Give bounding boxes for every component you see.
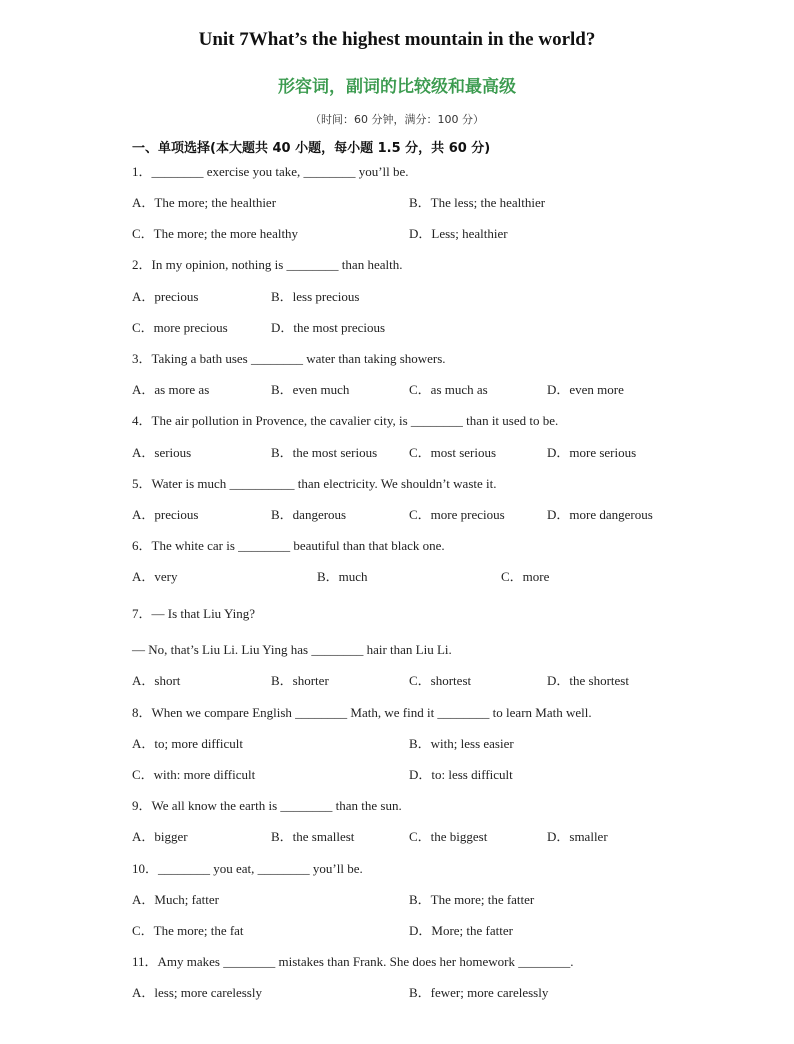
question-5-option-d: D．more dangerous [547,507,653,522]
question-5-option-c: C．more precious [409,507,505,522]
question-8-option-c: C．with: more difficult [132,767,256,782]
question-8-stem: 8．When we compare English ________ Math, we find it ________ to learn Math well. [132,705,592,720]
question-6-option-b: B．much [317,569,368,584]
question-2-option-c: C．more precious [132,320,228,335]
question-1-stem: 1．________ exercise you take, ________ you’ll be. [132,164,409,179]
page-title: Unit 7What’s the highest mountain in the world? [198,29,596,50]
section-heading: 一、单项选择(本大题共 40 小题，每小题 1.5 分，共 60 分) [132,141,491,156]
question-4-option-c: C．most serious [409,445,497,460]
question-5-stem: 5．Water is much __________ than electricity. We shouldn’t waste it. [132,476,497,491]
question-10-option-b: B．The more; the fatter [409,892,535,907]
question-2-option-a: A．precious [132,289,199,304]
question-8-option-a: A．to; more difficult [132,736,243,751]
question-11-option-a: A．less; more carelessly [132,985,262,1000]
question-3-option-d: D．even more [547,382,624,397]
question-7-option-c: C．shortest [409,673,472,688]
question-7-option-d: D．the shortest [547,673,629,688]
question-4-option-d: D．more serious [547,445,637,460]
question-3-option-c: C．as much as [409,382,488,397]
question-10-option-c: C．The more; the fat [132,923,244,938]
question-1-option-a: A．The more; the healthier [132,195,277,210]
question-9-stem: 9．We all know the earth is ________ than the sun. [132,798,402,813]
question-2-stem: 2．In my opinion, nothing is ________ than health. [132,257,403,272]
question-9-option-d: D．smaller [547,829,608,844]
question-9-option-b: B．the smallest [271,829,355,844]
question-2-option-d: D．the most precious [271,320,386,335]
question-8-option-b: B．with; less easier [409,736,514,751]
question-11-stem: 11．Amy makes ________ mistakes than Frank. She does her homework ________. [132,954,574,969]
question-10-option-d: D．More; the fatter [409,923,513,938]
question-6-option-c: C．more [501,569,550,584]
question-7-stem: 7．— Is that Liu Ying? [132,606,256,621]
question-7-stem-reply: — No, that’s Liu Li. Liu Ying has ________ hair than Liu Li. [132,642,452,657]
question-9-option-a: A．bigger [132,829,188,844]
question-8-option-d: D．to: less difficult [409,767,513,782]
question-4-option-b: B．the most serious [271,445,378,460]
question-10-option-a: A．Much; fatter [132,892,220,907]
question-3-stem: 3．Taking a bath uses ________ water than taking showers. [132,351,446,366]
question-3-option-a: A．as more as [132,382,210,397]
question-10-stem: 10．________ you eat, ________ you’ll be. [132,861,363,876]
page-subtitle: 形容词，副词的比较级和最高级 [278,77,516,97]
question-5-option-a: A．precious [132,507,199,522]
question-4-option-a: A．serious [132,445,192,460]
question-4-stem: 4．The air pollution in Provence, the cavalier city, is ________ than it used to be. [132,413,559,428]
question-6-option-a: A．very [132,569,178,584]
question-1-option-c: C．The more; the more healthy [132,226,299,241]
question-6-stem: 6．The white car is ________ beautiful than that black one. [132,538,445,553]
question-7-option-b: B．shorter [271,673,329,688]
question-1-option-b: B．The less; the healthier [409,195,546,210]
question-11-option-b: B．fewer; more carelessly [409,985,549,1000]
question-5-option-b: B．dangerous [271,507,347,522]
question-3-option-b: B．even much [271,382,350,397]
question-9-option-c: C．the biggest [409,829,488,844]
question-2-option-b: B．less precious [271,289,360,304]
exam-meta: （时间：60 分钟，满分：100 分） [310,113,484,126]
question-7-option-a: A．short [132,673,181,688]
question-1-option-d: D．Less; healthier [409,226,508,241]
